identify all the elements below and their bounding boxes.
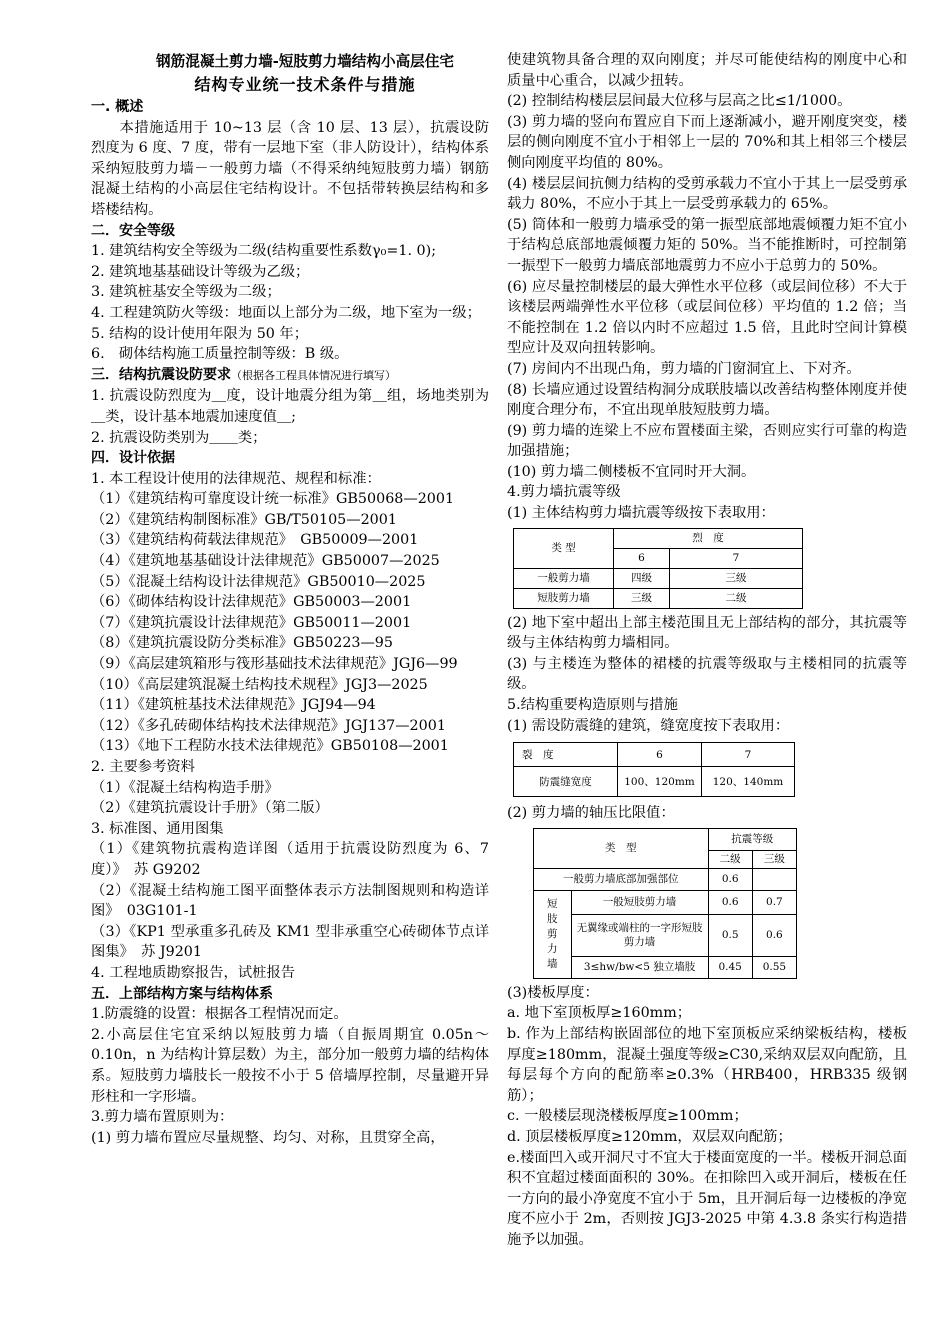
right-body-c (507, 803, 907, 824)
paragraph: (2) 控制结构楼层层间最大位移与层高之比≤1/1000。 (507, 93, 852, 110)
paragraph (91, 551, 489, 572)
table-cell: 二级 (708, 850, 752, 868)
paragraph (91, 282, 489, 303)
paragraph (91, 963, 489, 984)
vertical-char: 墙 (547, 957, 558, 970)
text: （5）《混凝土结构设计法律规范》GB50010—2025 (91, 573, 426, 590)
table-cell-vertical (534, 890, 572, 978)
text: 5. 结构的设计使用年限为 50 年； (91, 325, 309, 342)
table-cell: 0.55 (752, 956, 796, 978)
paragraph: (8) 长墙应通过设置结构洞分成联肢墙以改善结构整体刚度并使刚度合理分布，不宜出现单肢短肢剪力墙。 (507, 381, 907, 419)
paragraph: (3) 与主楼连为整体的裙楼的抗震等级取与主楼相同的抗震等级。 (507, 655, 907, 693)
table-cell: 0.5 (708, 914, 752, 956)
table-cell: 类 型 (514, 528, 614, 568)
text: （11）《建筑桩基技术法律规范》JGJ94—94 (91, 697, 376, 714)
short-wall-group-label (536, 897, 569, 972)
text: （1）《混凝土结构构造手册》 (91, 779, 279, 796)
paragraph (91, 324, 489, 345)
text: （13）《地下工程防水技术法律规范》GB50108—2001 (91, 738, 449, 755)
table-cell: 烈 度 (614, 528, 803, 548)
paragraph: c. 一般楼层现浇楼板厚度≥100mm； (507, 1108, 748, 1125)
axial-ratio-table (533, 828, 797, 979)
paragraph (91, 757, 489, 778)
text: （3）《KP1 型承重多孔砖及 KM1 型非承重空心砖砌体节点详图集》 苏 J9201 (91, 923, 489, 961)
table-cell: 0.6 (752, 914, 796, 956)
paragraph (91, 592, 489, 613)
text: 4. 工程建筑防火等级：地面以上部分为二级，地下室为一级； (91, 304, 481, 321)
text: 一. 概述 (91, 99, 144, 115)
seismic-grade-table (513, 528, 803, 609)
right-body-b (507, 613, 907, 737)
paragraph (91, 695, 489, 716)
paragraph: b. 作为上部结构嵌固部位的地下室顶板应采纳梁板结构，楼板厚度≥180mm，混凝土强度等级≥C30,采纳双层双向配筋，且每层每个方向的配筋率≥0.3%（HRB400，HRB335 级钢筋）； (507, 1026, 907, 1104)
text: 2. 主要参考资料 (91, 759, 195, 775)
text: （4）《建筑地基基础设计法律规范》GB50007—2025 (91, 553, 440, 570)
right-body-a (507, 50, 907, 524)
text: 1. 建筑结构安全等级为二级(结构重要性系数γ₀=1. 0); (91, 243, 437, 260)
paragraph (91, 778, 489, 799)
left-body (91, 97, 489, 1148)
paragraph (91, 510, 489, 531)
section-heading (91, 984, 489, 1005)
text: 6. 砌体结构施工质量控制等级：B 级。 (91, 346, 349, 363)
text: 三．结构抗震设防要求 (91, 366, 231, 383)
text: 二．安全等级 (91, 222, 175, 239)
paragraph (91, 819, 489, 840)
text: (1) 剪力墙布置应尽量规整、均匀、对称，且贯穿全高， (91, 1129, 445, 1146)
document-subtitle: 结构专业统一技术条件与措施 (194, 75, 416, 94)
text: （1）《建筑结构可靠度设计统一标准》GB50068—2001 (91, 491, 455, 508)
right-column (507, 50, 907, 1251)
table-cell: 无翼缘或端柱的一字形短肢剪力墙 (571, 914, 708, 956)
paragraph: (10) 剪力墙二侧楼板不宜同时开大洞。 (507, 463, 756, 480)
paragraph (91, 1025, 489, 1107)
paragraph (91, 428, 489, 449)
text: 2. 抗震设防类别为＿＿类； (91, 429, 267, 446)
table-cell: 7 (670, 548, 803, 568)
right-body-d (507, 983, 907, 1251)
text: 3.剪力墙布置原则为： (91, 1109, 234, 1126)
paragraph (91, 469, 489, 490)
text: （6）《砌体结构设计法律规范》GB50003—2001 (91, 594, 412, 611)
vertical-char: 肢 (547, 912, 558, 925)
paragraph (91, 839, 489, 880)
vertical-char: 剪 (547, 927, 558, 940)
paragraph: (1) 主体结构剪力墙抗震等级按下表取用： (507, 505, 775, 522)
paragraph: (2) 剪力墙的轴压比限值： (507, 805, 675, 822)
paragraph (91, 654, 489, 675)
table-cell: 0.45 (708, 956, 752, 978)
table-cell: 四级 (614, 568, 670, 588)
text: 3. 建筑桩基安全等级为二级； (91, 284, 281, 301)
table-cell: 防震缝宽度 (514, 767, 618, 797)
table-cell (752, 868, 796, 890)
text: 1. 抗震设防烈度为＿度，设计地震分组为第＿组，场地类别为＿类，设计基本地震加速度值＿; (91, 388, 489, 425)
section-heading (91, 365, 489, 387)
paragraph: (1) 需设防震缝的建筑，缝宽度按下表取用： (507, 717, 790, 734)
section-heading (91, 448, 489, 469)
left-column (91, 51, 489, 1148)
text: 1. 本工程设计使用的法律规范、规程和标准： (91, 470, 381, 487)
table-cell: 3≤hw/bw<5 独立墙肢 (571, 956, 708, 978)
paragraph (91, 572, 489, 593)
paragraph: (2) 地下室中超出上部主楼范围且无上部结构的部分，其抗震等级与主体结构剪力墙相同。 (507, 614, 907, 652)
table-cell: 一般剪力墙 (514, 568, 614, 588)
section-heading (91, 221, 489, 242)
seismic-joint-table (513, 742, 795, 797)
paragraph (91, 530, 489, 551)
paragraph (91, 881, 489, 922)
paragraph: 4.剪力墙抗震等级 (507, 484, 621, 501)
paragraph (91, 1107, 489, 1128)
paragraph (91, 241, 489, 262)
table-cell: 7 (702, 743, 795, 767)
paragraph: (4) 楼层层间抗侧力结构的受剪承载力不宜小于其上一层受剪承载力 80%，不应小于其上一层受剪承载力的 65%。 (507, 175, 907, 213)
text: （8）《建筑抗震设防分类标准》GB50223—95 (91, 635, 393, 652)
text: 五．上部结构方案与结构体系 (91, 985, 273, 1002)
paragraph (91, 303, 489, 324)
paragraph (91, 1128, 489, 1149)
table-cell: 0.6 (708, 868, 752, 890)
vertical-char: 力 (547, 942, 558, 955)
document-title: 钢筋混凝土剪力墙-短肢剪力墙结构小高层住宅 (156, 53, 454, 70)
paragraph: e.楼面凹入或开洞尺寸不宜大于楼面宽度的一半。楼板开洞总面积不宜超过楼面面积的 30%。在扣除凹入或开洞后，楼板在任一方向的最小净宽度不宜小于 5m，且开洞后每一边楼板的净宽度不应小于 2m，否则按 JGJ3-2025 中第 4.3.8 条实行构造措施予以加强。 (507, 1149, 907, 1248)
paragraph (91, 675, 489, 696)
text: 本措施适用于 10~13 层（含 10 层、13 层），抗震设防烈度为 6 度、7 度，带有一层地下室（非人防设计），结构体系采纳短肢剪力墙－一般剪力墙（不得采纳纯短肢剪力墙）钢筋混凝土结构的小高层住宅结构设计。不包括带转换层结构和多塔楼结构。 (91, 119, 489, 218)
paragraph (91, 633, 489, 654)
table-cell: 三级 (614, 588, 670, 608)
table-cell: 6 (614, 548, 670, 568)
text: （2）《混凝土结构施工图平面整体表示方法制图规则和构造详图》 03G101-1 (91, 882, 489, 920)
table-cell: 二级 (670, 588, 803, 608)
table-cell: 短肢剪力墙 (514, 588, 614, 608)
text: （10）《高层建筑混凝土结构技术规程》JGJ3—2025 (91, 676, 428, 693)
paragraph (91, 386, 489, 427)
paragraph: d. 顶层楼板厚度≥120mm，双层双向配筋； (507, 1128, 792, 1145)
section-heading (91, 97, 489, 118)
text: （3）《建筑结构荷载法律规范》 GB50009—2001 (91, 532, 419, 549)
table-cell: 100、120mm (618, 767, 702, 797)
text: （12）《多孔砖砌体结构技术法律规范》JGJ137—2001 (91, 717, 446, 734)
paragraph: (5) 筒体和一般剪力墙承受的第一振型底部地震倾覆力矩不宜小于结构总底部地震倾覆力矩的 50%。当不能推断时，可控制第一振型下一般剪力墙底部地震剪力不应小于总剪力的 50%。 (507, 216, 907, 274)
paragraph: 使建筑物具备合理的双向刚度；并尽可能使结构的刚度中心和质量中心重合，以减少扭转。 (507, 52, 907, 89)
table-cell: 6 (618, 743, 702, 767)
paragraph: (9) 剪力墙的连梁上不应布置楼面主梁，否则应实行可靠的构造加强措施； (507, 422, 907, 460)
paragraph: a. 地下室顶板厚≥160mm； (507, 1005, 692, 1022)
vertical-char: 短 (547, 897, 558, 910)
table-cell: 一般短肢剪力墙 (571, 890, 708, 914)
table-cell: 裂 度 (514, 743, 618, 767)
table-cell: 三级 (752, 850, 796, 868)
text: （9）《高层建筑箱形与筏形基础技术法律规范》JGJ6—99 (91, 656, 458, 673)
text: （7）《建筑抗震设计法律规范》GB50011—2001 (91, 614, 412, 631)
paragraph (91, 798, 489, 819)
table-cell: 类 型 (534, 828, 709, 868)
table-cell: 抗震等级 (708, 828, 796, 850)
text: 2. 建筑地基基础设计等级为乙级； (91, 263, 310, 280)
table-cell: 120、140mm (702, 767, 795, 797)
text: 3. 标准图、通用图集 (91, 820, 224, 837)
text: 4. 工程地质勘察报告，试桩报告 (91, 964, 296, 981)
paragraph (91, 716, 489, 737)
paragraph: (3)楼板厚度： (507, 984, 599, 1001)
paragraph: 5.结构重要构造原则与措施 (507, 697, 678, 714)
paragraph: (7) 房间内不出现凸角，剪力墙的门窗洞宜上、下对齐。 (507, 360, 861, 377)
paragraph (91, 736, 489, 757)
text: 2.小高层住宅宜采纳以短肢剪力墙（自振周期宜 0.05n～0.10n，n 为结构计算层数）为主，部分加一般剪力墙的结构体系。短肢剪力墙肢长一般按不小于 5 倍墙厚控制，尽量避开异形柱和一字形墙。 (91, 1026, 489, 1105)
text: 四．设计依据 (91, 450, 175, 467)
paragraph: (6) 应尽量控制楼层的最大弹性水平位移（或层间位移）不大于该楼层两端弹性水平位移（或层间位移）平均值的 1.2 倍；当不能控制在 1.2 倍以内时不应超过 1.5 倍，且此时空间计算模型应计及双向扭转影响。 (507, 278, 907, 357)
paragraph (91, 613, 489, 634)
paragraph (91, 489, 489, 510)
paragraph (91, 262, 489, 283)
text: （2）《建筑结构制图标准》GB/T50105—2001 (91, 511, 397, 528)
heading-note: （根据各工程具体情况进行填写） (231, 368, 396, 382)
paragraph (91, 1004, 489, 1025)
table-cell: 0.7 (752, 890, 796, 914)
paragraph (91, 922, 489, 963)
table-cell: 0.6 (708, 890, 752, 914)
text: 1.防震缝的设置：根据各工程情况而定。 (91, 1006, 348, 1023)
table-cell: 一般剪力墙底部加强部位 (534, 868, 709, 890)
paragraph (91, 344, 489, 365)
text: （2）《建筑抗震设计手册》（第二版） (91, 800, 329, 817)
paragraph (91, 118, 489, 221)
text: （1）《建筑物抗震构造详图（适用于抗震设防烈度为 6、7 度）》 苏 G9202 (91, 841, 489, 878)
table-cell: 三级 (670, 568, 803, 588)
paragraph: (3) 剪力墙的竖向布置应自下而上逐渐减小，避开刚度突变，楼层的侧向刚度不宜小于相邻上一层的 70%和其上相邻三个楼层侧向刚度平均值的 80%。 (507, 113, 907, 171)
